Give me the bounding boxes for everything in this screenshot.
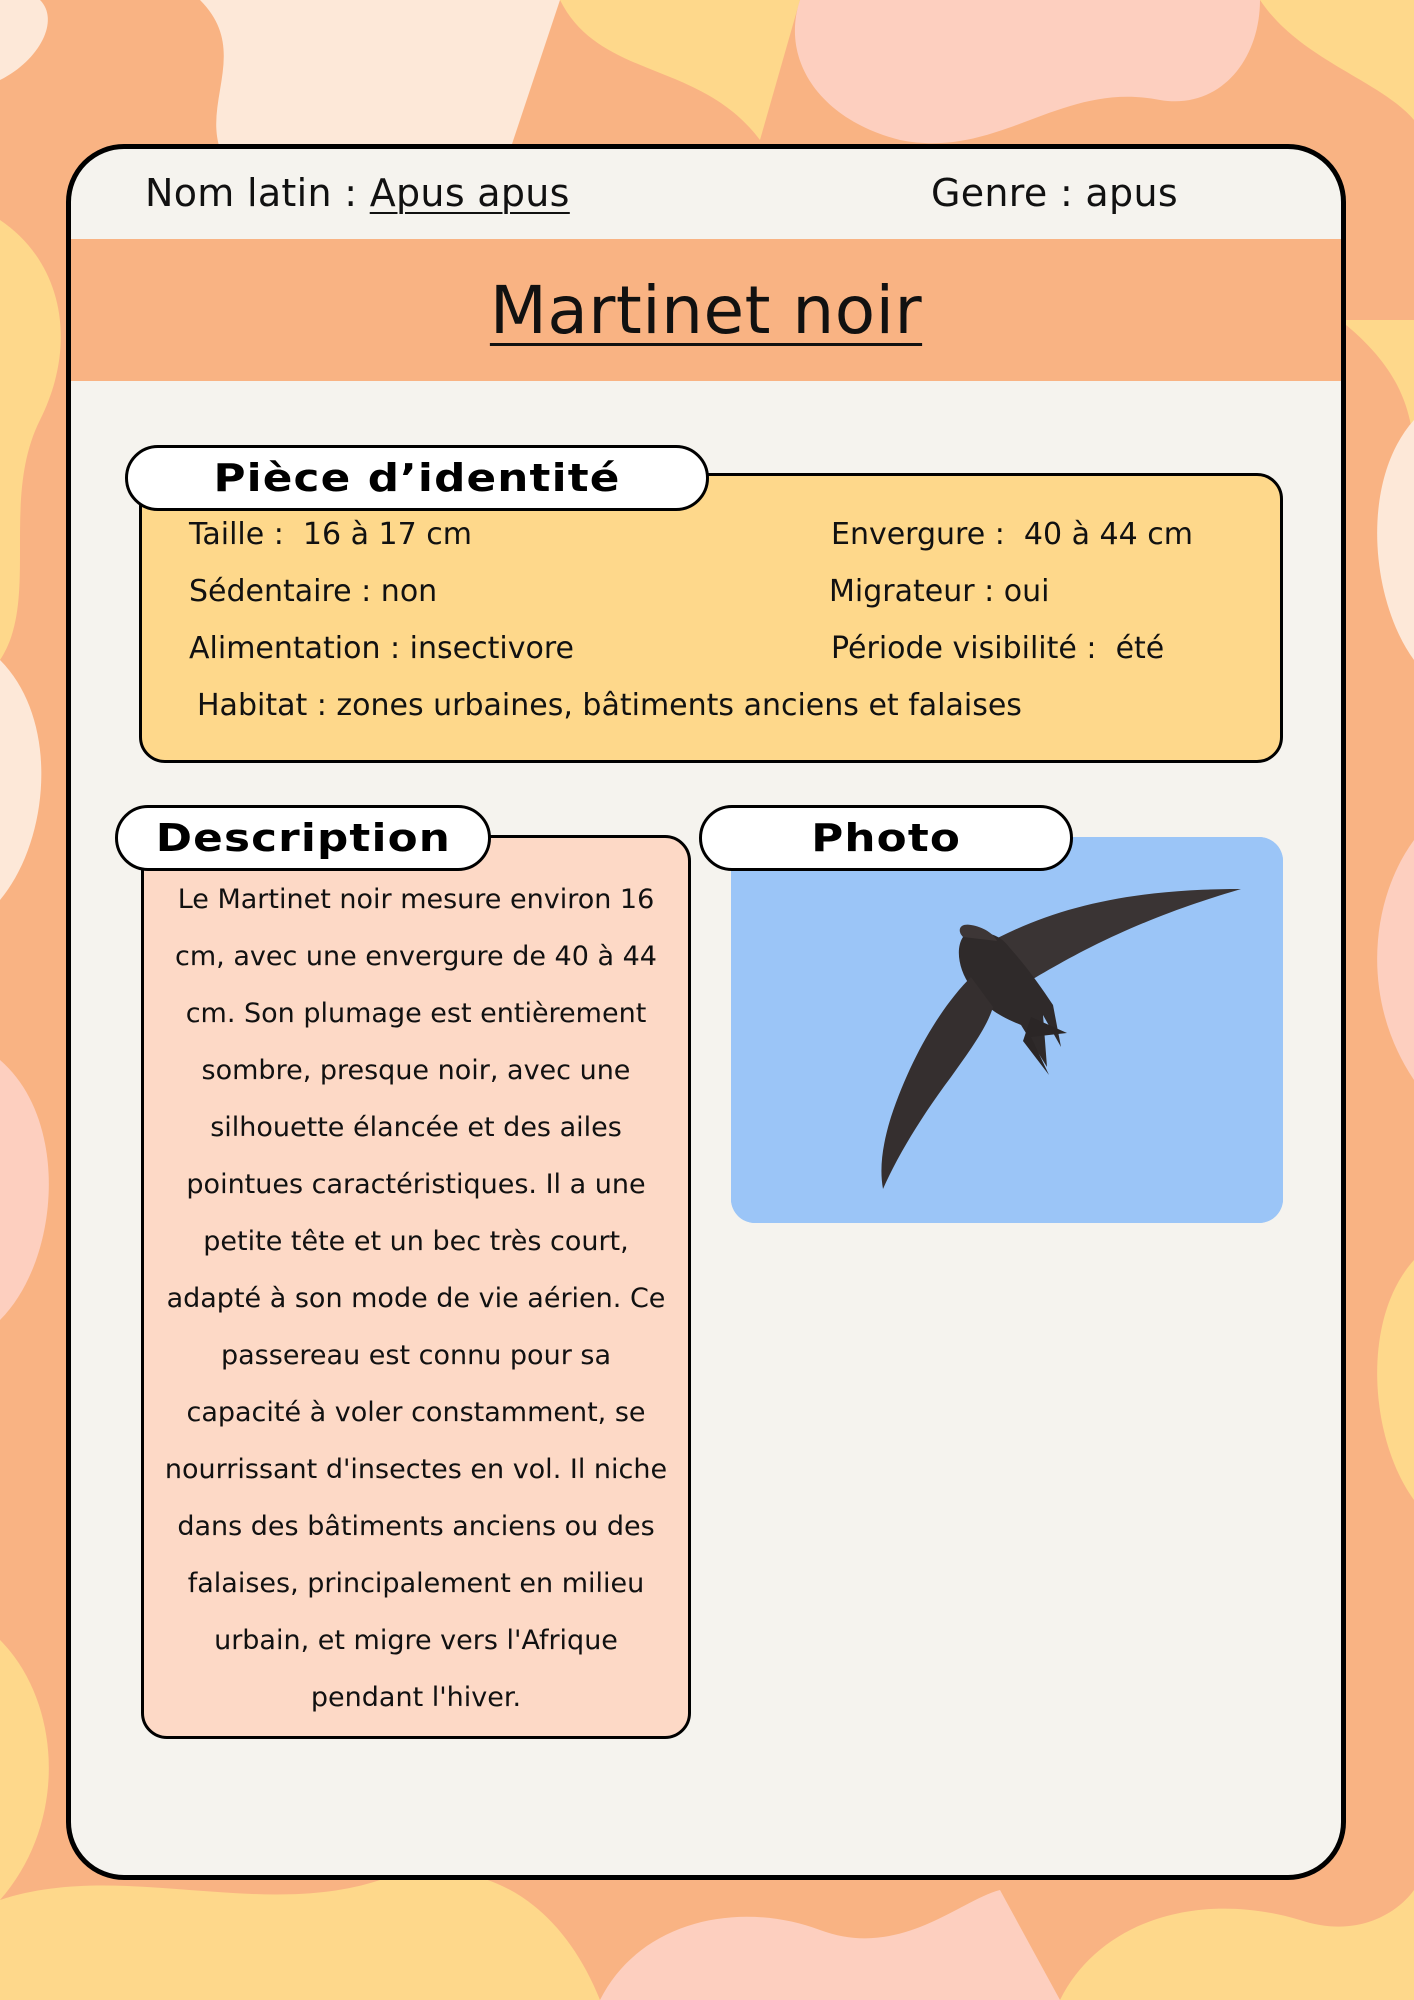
- description-line: pointues caractéristiques. Il a une: [186, 1169, 646, 1200]
- description-line: Le Martinet noir mesure environ 16: [177, 884, 655, 915]
- title-banner: [71, 239, 1341, 381]
- swift-silhouette-image: [731, 837, 1283, 1223]
- species-card: [66, 144, 1346, 1880]
- description-line: passereau est connu pour sa: [221, 1340, 611, 1371]
- latin-name-value: Apus apus: [369, 171, 570, 215]
- identity-alimentation: Alimentation : insectivore: [189, 631, 574, 666]
- latin-label: Nom latin :: [145, 171, 370, 215]
- description-heading-tab: [115, 805, 491, 871]
- description-line: silhouette élancée et des ailes: [210, 1112, 622, 1143]
- description-line: cm. Son plumage est entièrement: [185, 998, 647, 1029]
- description-line: cm, avec une envergure de 40 à 44: [175, 941, 657, 972]
- photo-heading: Photo: [811, 816, 961, 860]
- identity-periode: Période visibilité : été: [831, 631, 1165, 666]
- description-line: pendant l'hiver.: [310, 1682, 522, 1713]
- description-line: falaises, principalement en milieu: [187, 1568, 645, 1599]
- description-line: capacité à voler constamment, se: [186, 1397, 646, 1428]
- description-heading: Description: [155, 816, 451, 860]
- genre-line: Genre : apus: [931, 171, 1178, 215]
- description-text: [161, 871, 671, 1726]
- identity-heading-tab: [125, 445, 709, 511]
- description-line: petite tête et un bec très court,: [203, 1226, 629, 1257]
- identity-habitat: Habitat : zones urbaines, bâtiments anciens et falaises: [197, 688, 1022, 723]
- identity-envergure: Envergure : 40 à 44 cm: [831, 517, 1193, 552]
- page-title: Martinet noir: [489, 271, 923, 349]
- description-line: sombre, presque noir, avec une: [201, 1055, 631, 1086]
- description-line: urbain, et migre vers l'Afrique: [214, 1625, 618, 1656]
- identity-sedentaire: Sédentaire : non: [189, 574, 438, 609]
- description-line: adapté à son mode de vie aérien. Ce: [166, 1283, 666, 1314]
- identity-migrateur: Migrateur : oui: [829, 574, 1050, 609]
- description-line: dans des bâtiments anciens ou des: [177, 1511, 655, 1542]
- photo-heading-tab: [699, 805, 1073, 871]
- latin-name-line: [145, 171, 570, 215]
- identity-taille: Taille : 16 à 17 cm: [189, 517, 472, 552]
- bird-photo: [731, 837, 1283, 1223]
- description-line: nourrissant d'insectes en vol. Il niche: [164, 1454, 668, 1485]
- identity-heading: Pièce d’identité: [213, 456, 621, 500]
